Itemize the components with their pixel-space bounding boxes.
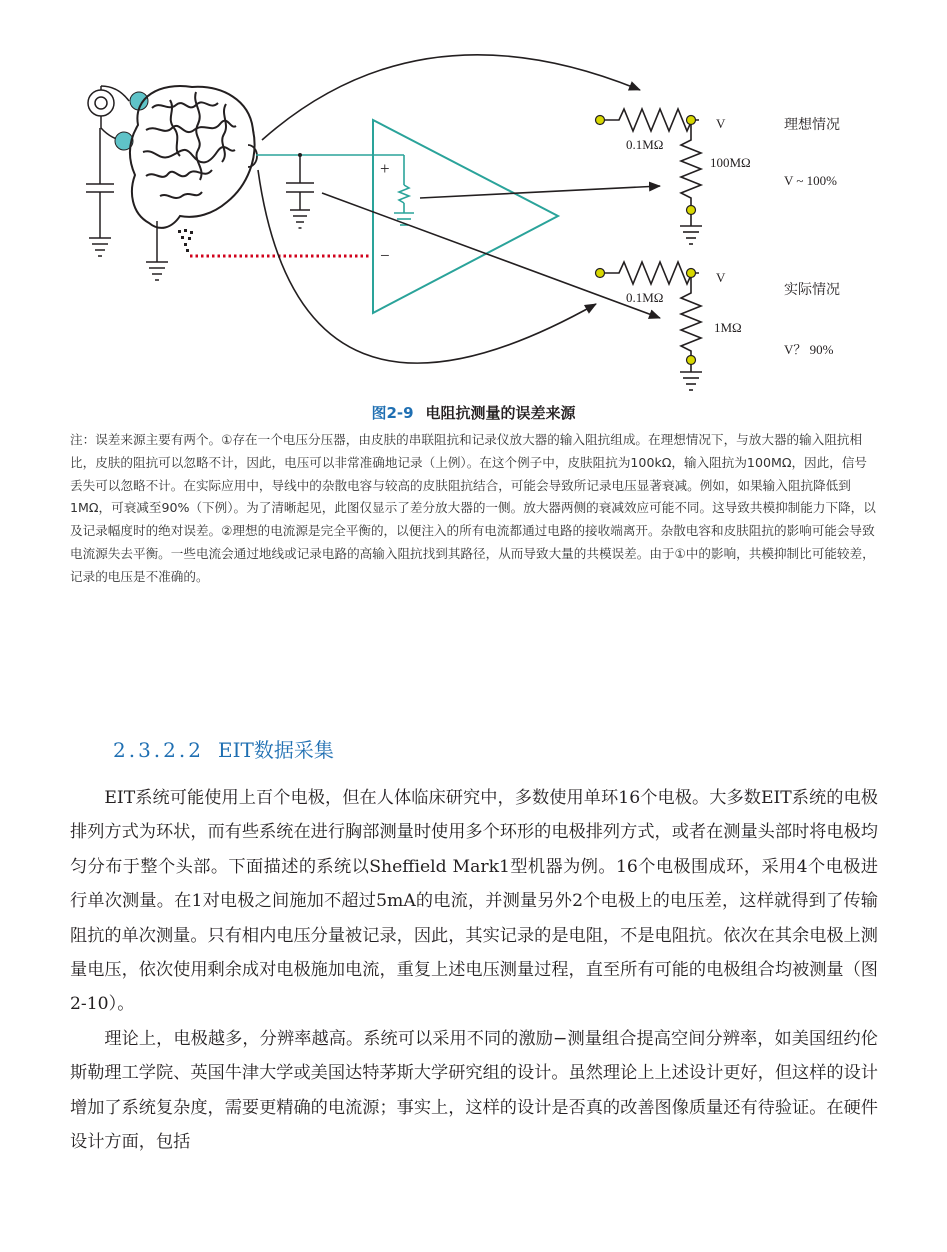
terminal-actual-ground bbox=[687, 356, 696, 365]
ground-brain bbox=[146, 221, 168, 280]
label-r-bot-input: 1MΩ bbox=[714, 320, 742, 335]
terminal-actual-v bbox=[687, 269, 696, 278]
ideal-circuit bbox=[604, 109, 702, 244]
circuit-diagram bbox=[0, 0, 947, 400]
label-v-bot: V bbox=[716, 270, 726, 285]
amplifier-wiring bbox=[256, 155, 414, 225]
label-r-top-series: 0.1MΩ bbox=[626, 137, 664, 152]
ideal-value: V ~ 100% bbox=[784, 173, 838, 188]
junction-dot bbox=[298, 153, 302, 157]
stray-capacitor-left bbox=[86, 128, 114, 256]
section-heading bbox=[113, 734, 334, 763]
amplifier-triangle bbox=[373, 120, 558, 313]
arrow-resistor-to-ideal bbox=[420, 186, 660, 198]
body-text bbox=[70, 781, 878, 1159]
terminal-ideal-left bbox=[596, 116, 605, 125]
stray-capacitor-middle bbox=[286, 155, 314, 228]
paragraph: 理论上，电极越多，分辨率越高。系统可以采用不同的激励−测量组合提高空间分辨率，如美国纽约伦斯勒理工学院、英国牛津大学或美国达特茅斯大学研究组的设计。虽然理论上上述设计更好，但这样的设计增加了系统复杂度，需要更精确的电流源；事实上，这样的设计是否真的改善图像质量还有待验证。在硬件设计方面，包括 bbox=[70, 1028, 878, 1153]
label-r-top-input: 100MΩ bbox=[710, 155, 751, 170]
label-v-top: V bbox=[716, 116, 726, 131]
minus-sign: − bbox=[380, 246, 390, 265]
section-number: 2.3.2.2 bbox=[113, 738, 204, 762]
brain-stem-dots bbox=[178, 229, 193, 252]
figure-note: 注：误差来源主要有两个。①存在一个电压分压器，由皮肤的串联阻抗和记录仪放大器的输入阻抗组成。在理想情况下，与放大器的输入阻抗相比，皮肤的阻抗可以忽略不计，因此，电压可以非常准确地记录（上例）。在这个例子中，皮肤阻抗为100kΩ，输入阻抗为100MΩ，因此，信号丢失可以忽略不计。在实际应用中，导线中的杂散电容与较高的皮肤阻抗结合，可能会导致所记录电压显著衰减。例如，如果输入阻抗降低到1MΩ，可衰减至90%（下例）。为了清晰起见，此图仅显示了差分放大器的一侧。放大器两侧的衰减效应可能不同。这导致共模抑制能力下降，以及记录幅度时的绝对误差。②理想的电流源是完全平衡的，以便注入的所有电流都通过电路的接收端离开。杂散电容和皮肤阻抗的影响可能会导致电流源失去平衡。一些电流会通过地线或记录电路的高输入阻抗找到其路径，从而导致大量的共模误差。由于①中的影响，共模抑制比可能较差，记录的电压是不准确的。 bbox=[70, 432, 876, 584]
actual-title: 实际情况 bbox=[784, 283, 840, 298]
arrow-to-ideal bbox=[262, 55, 640, 140]
actual-value: V？ 90% bbox=[784, 342, 834, 357]
figure-caption bbox=[0, 402, 947, 423]
brain-illustration bbox=[130, 86, 255, 228]
label-r-bot-series: 0.1MΩ bbox=[626, 290, 664, 305]
terminal-actual-left bbox=[596, 269, 605, 278]
terminal-ideal-ground bbox=[687, 206, 696, 215]
ideal-title: 理想情况 bbox=[784, 118, 840, 133]
arrow-to-actual bbox=[258, 170, 596, 363]
terminal-ideal-v bbox=[687, 116, 696, 125]
plus-sign: + bbox=[380, 159, 390, 178]
paragraph: EIT系统可能使用上百个电极，但在人体临床研究中，多数使用单环16个电极。大多数EIT系统的电极排列方式为环状，而有些系统在进行胸部测量时使用多个环形的电极排列方式，或者在测量头部时将电极均匀分布于整个头部。下面描述的系统以Sheffield Mark1型机器为例。16个电极围成环，采用4个电极进行单次测量。在1对电极之间施加不超过5mA的电流，并测量另外2个电极上的电压差，这样就得到了传输阻抗的单次测量。只有相内电压分量被记录，因此，其实记录的是电阻，不是电阻抗。依次在其余电极上测量电压，依次使用剩余成对电极施加电流，重复上述电压测量过程，直至所有可能的电极组合均被测量（图2-10）。 bbox=[70, 788, 878, 1015]
section-title: EIT数据采集 bbox=[217, 738, 334, 762]
figure-number: 图2-9 bbox=[371, 404, 414, 422]
figure-title: 电阻抗测量的误差来源 bbox=[425, 404, 576, 422]
actual-circuit bbox=[604, 262, 702, 390]
